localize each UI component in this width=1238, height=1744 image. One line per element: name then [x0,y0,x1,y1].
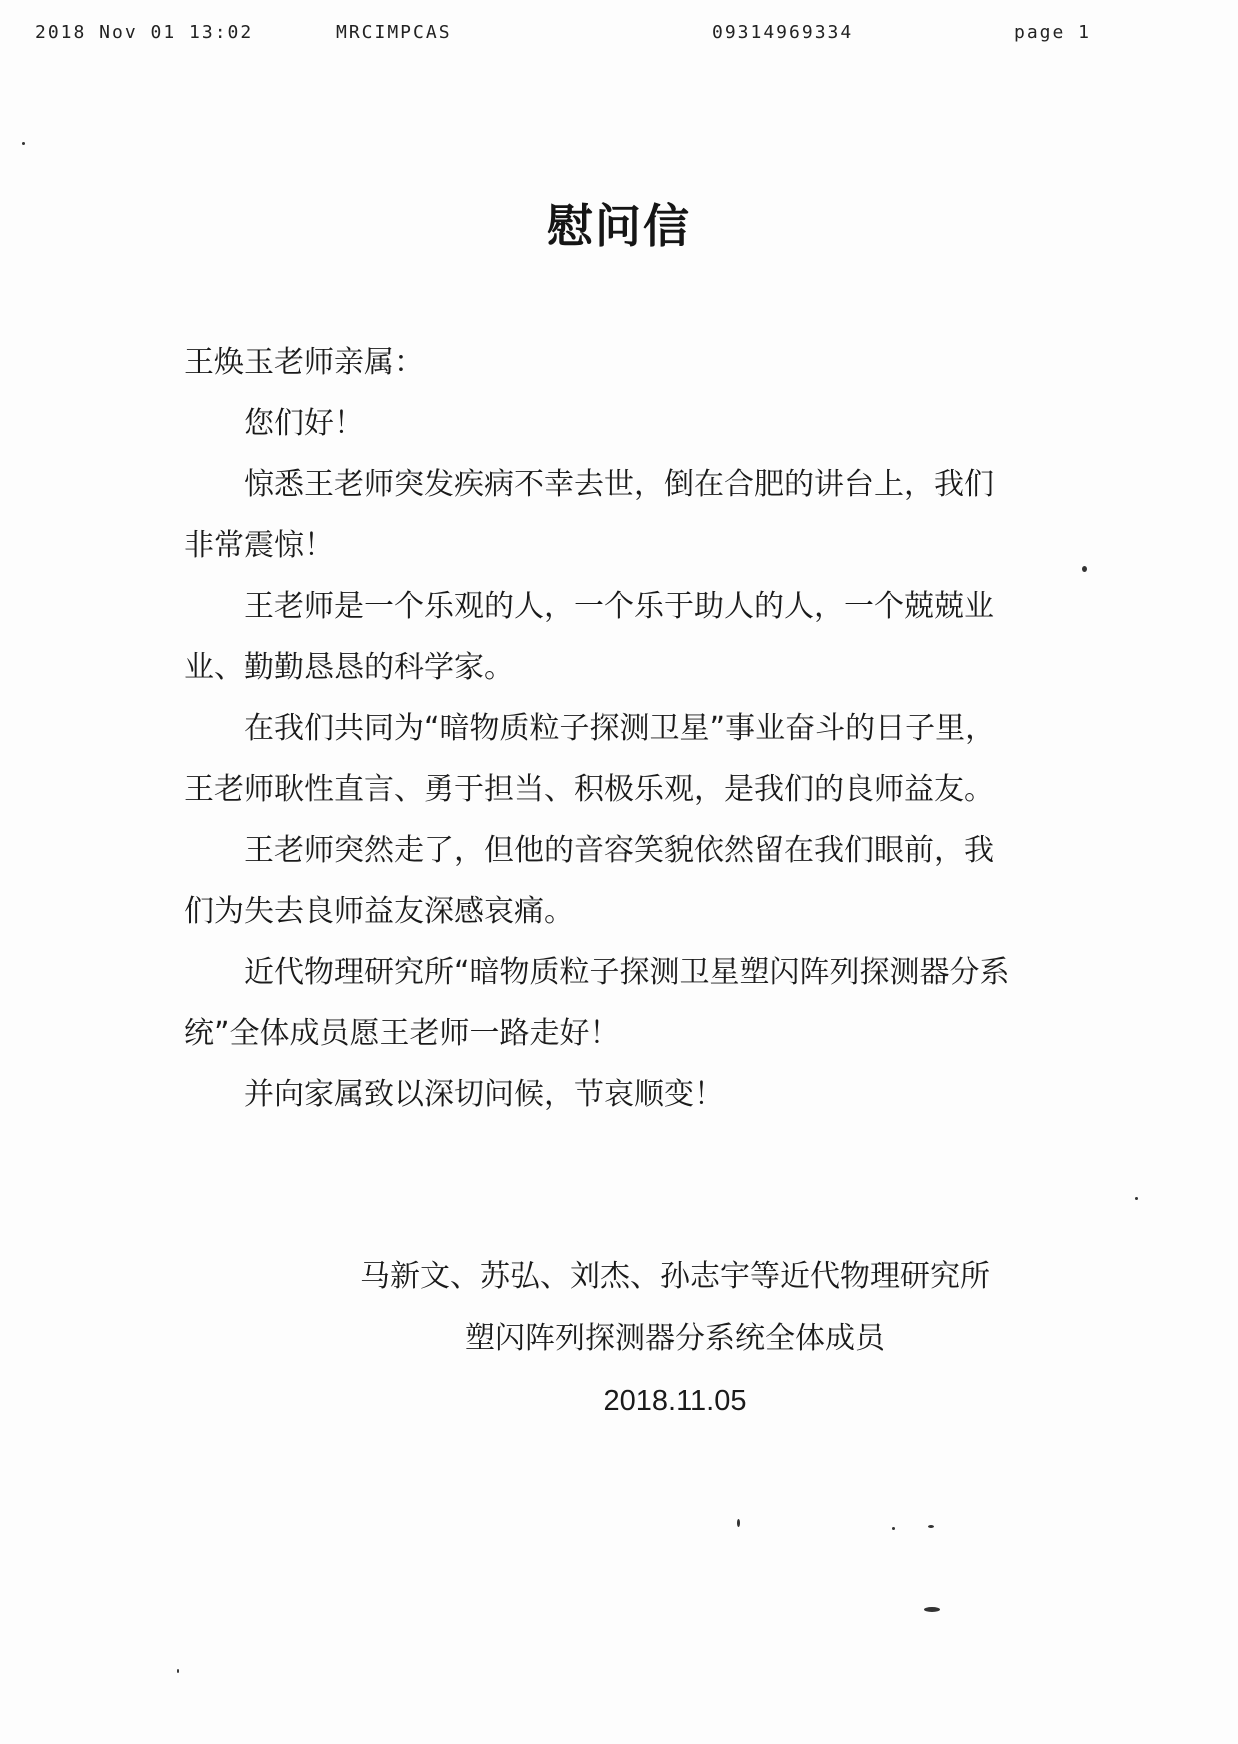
letter-body [184,332,1014,1125]
scan-speck [1082,566,1087,572]
letter-title: 慰问信 [547,199,691,253]
scan-speck [737,1519,740,1527]
fax-sender-id: MRCIMPCAS [336,22,452,43]
fax-header [0,22,1238,46]
scan-speck [924,1607,940,1612]
salutation: 王焕玉老师亲属： [184,345,424,380]
paragraph-greeting: 您们好！ [244,406,364,441]
fax-phone-number: 09314969334 [712,22,854,43]
paragraph-collaboration: 在我们共同为“暗物质粒子探测卫星”事业奋斗的日子里，王老师耿性直言、勇于担当、积极乐观，是我们的良师益友。 [184,711,996,807]
signature-organization: 塑闪阵列探测器分系统全体成员 [465,1321,885,1356]
scan-speck [22,142,25,145]
signature-block [330,1246,1020,1432]
paragraph-condolence: 并向家属致以深切问候，节哀顺变！ [244,1077,724,1112]
scan-speck [892,1527,895,1530]
paragraph-news: 惊悉王老师突发疾病不幸去世，倒在合肥的讲台上，我们非常震惊！ [184,467,994,563]
paragraph-farewell: 近代物理研究所“暗物质粒子探测卫星塑闪阵列探测器分系统”全体成员愿王老师一路走好！ [184,955,1010,1051]
paragraph-mourning: 王老师突然走了，但他的音容笑貌依然留在我们眼前，我们为失去良师益友深感哀痛。 [184,833,994,929]
scan-speck [1135,1197,1138,1200]
fax-page-number: page 1 [1014,22,1092,43]
paragraph-character: 王老师是一个乐观的人，一个乐于助人的人，一个兢兢业业、勤勤恳恳的科学家。 [184,589,994,685]
signature-names: 马新文、苏弘、刘杰、孙志宇等近代物理研究所 [360,1259,990,1294]
scan-speck [928,1525,934,1528]
fax-datetime: 2018 Nov 01 13:02 [35,22,254,43]
scan-speck [177,1669,179,1673]
signature-date: 2018.11.05 [603,1385,747,1417]
